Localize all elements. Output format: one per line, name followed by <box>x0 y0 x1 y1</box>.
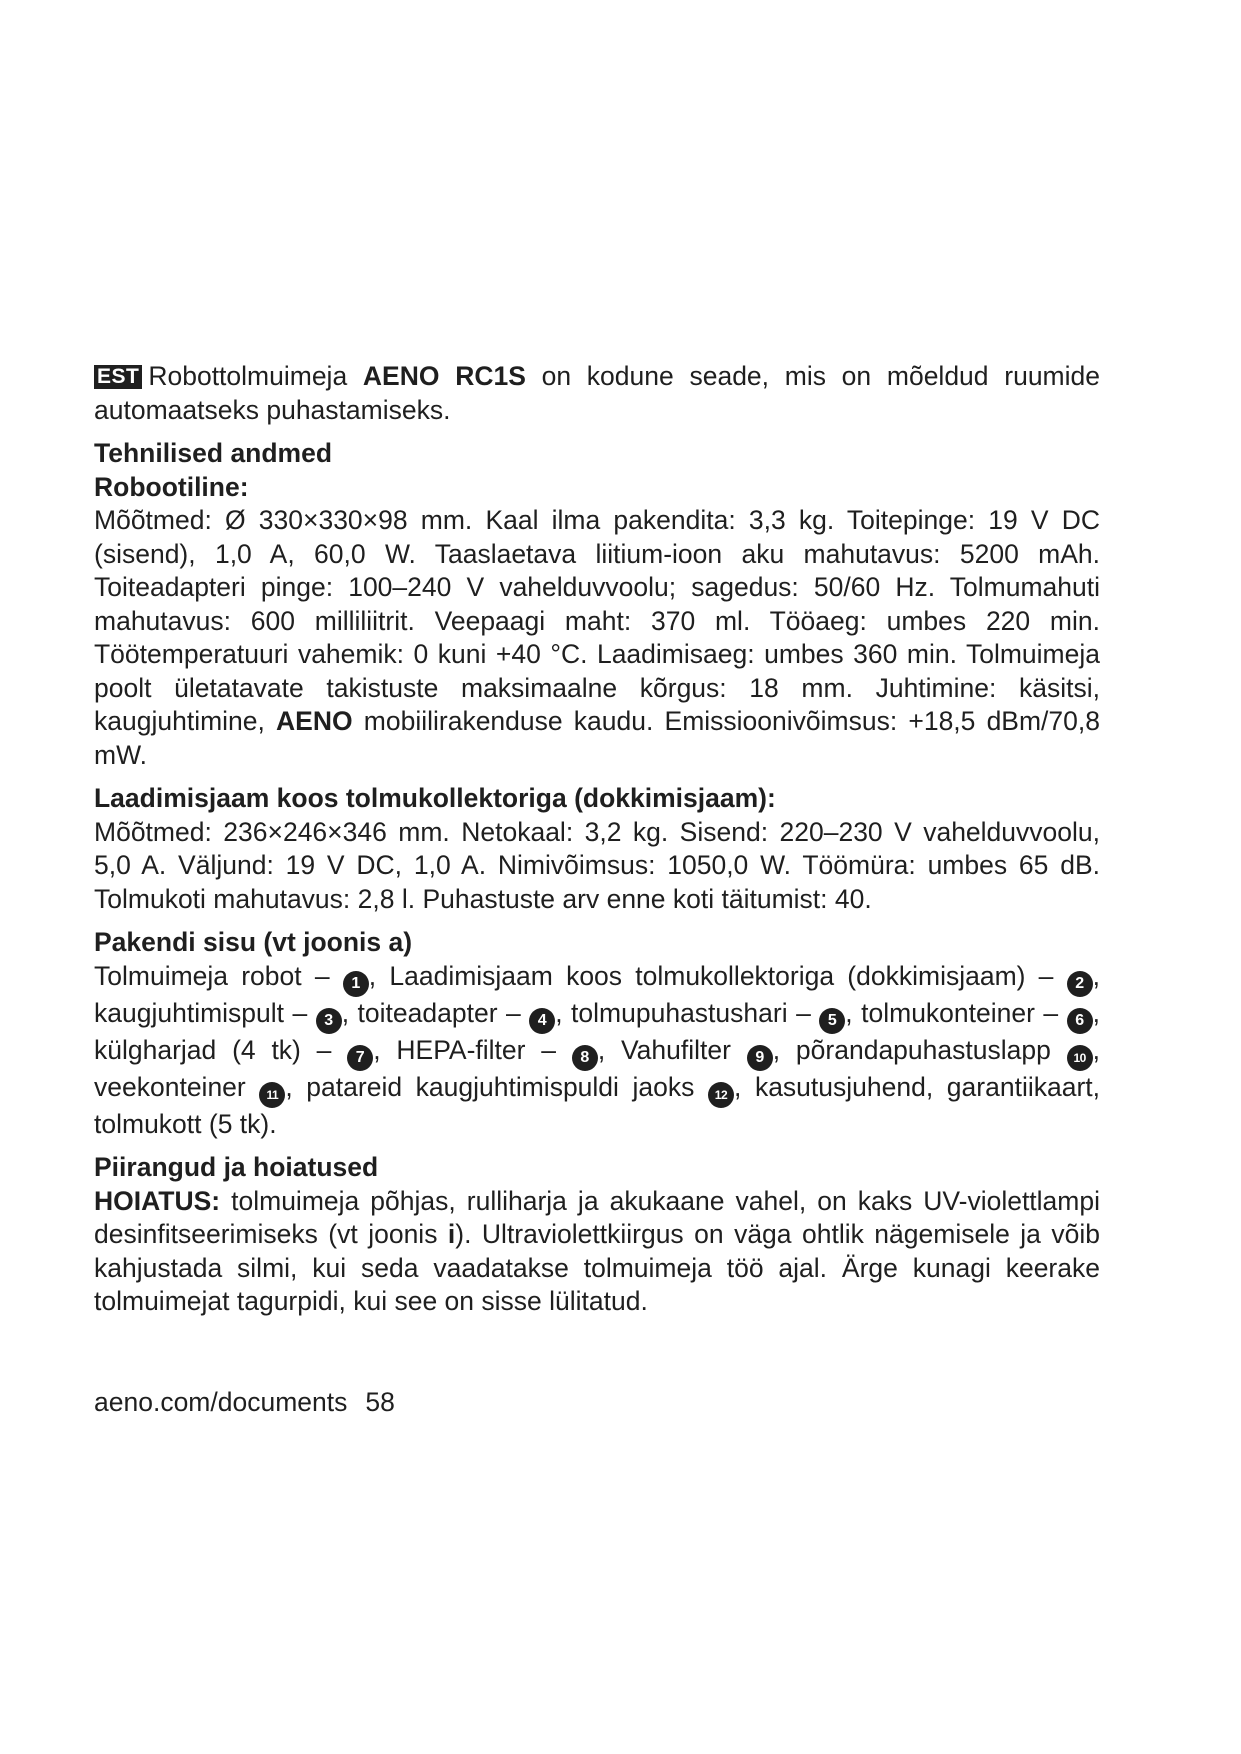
dock-subtitle: Laadimisjaam koos tolmukollektoriga (dokkimisjaam): <box>94 783 776 813</box>
model-name: AENO RC1S <box>362 361 526 391</box>
warning-label: HOIATUS: <box>94 1185 221 1216</box>
package-title: Pakendi sisu (vt joonis a) <box>94 927 413 957</box>
specs-title: Tehnilised andmed <box>94 438 333 468</box>
item-number-badge: 11 <box>259 1082 285 1108</box>
warnings-title: Piirangud ja hoiatused <box>94 1152 379 1182</box>
package-item-text: , Vahufilter <box>597 1034 747 1065</box>
item-number-badge: 4 <box>529 1008 555 1034</box>
item-number-badge: 5 <box>819 1008 845 1034</box>
item-number-badge: 12 <box>708 1082 734 1108</box>
item-number-badge: 7 <box>347 1045 373 1071</box>
robot-specs-text: Mõõtmed: Ø 330×330×98 mm. Kaal ilma pakendita: 3,3 kg. Toitepinge: 19 V DC (sisend), 1,0 A, 60,0 W. Taaslaetava liitium-ioon aku mahutavus: 5200 mAh. Toiteadapteri pinge: 100–240 V vahelduvvoolu; sagedus: 50/60 Hz. Tolmumahuti mahutavus: 600 milliliitrit. Veepaagi maht: 370 ml. Tööaeg: umbes 220 min. Töötemperatuuri vahemik: 0 kuni +40 °C. Laadimisaeg: umbes 360 min. Tolmuimeja poolt ületatavate takistuste maksimaalne kõrgus: 18 mm. Juhtimine: käsitsi, kaugjuhtimine, <box>94 505 1100 736</box>
intro-text-after: on kodune seade, mis on mõeldud ruumide automaatseks puhastamiseks. <box>94 361 1100 425</box>
intro-text-before: Robottolmuimeja <box>148 361 363 391</box>
package-tail-text: , kasutusjuhend, garantiikaart, tolmukott (5 tk). <box>94 1071 1100 1139</box>
package-item-text: , kaugjuhtimispult – <box>94 960 1101 1028</box>
warning-paragraph <box>94 1185 1100 1319</box>
documents-link[interactable]: aeno.com/documents <box>94 1387 348 1417</box>
item-number-badge: 6 <box>1067 1008 1093 1034</box>
robot-specs-text-after: mobiilirakenduse kaudu. Emissioonivõimsus: +18,5 dBm/70,8 mW. <box>94 706 1100 770</box>
item-number-badge: 9 <box>747 1045 773 1071</box>
intro-paragraph <box>94 360 1100 427</box>
page-footer <box>94 1386 395 1420</box>
package-contents-paragraph <box>94 960 1100 1142</box>
package-item-text: , Laadimisjaam koos tolmukollektoriga (dokkimisjaam) – <box>368 960 1067 991</box>
package-item-text: , HEPA-filter – <box>373 1034 572 1065</box>
package-item-text: , põrandapuhastuslapp <box>772 1034 1067 1065</box>
item-number-badge: 10 <box>1067 1045 1093 1071</box>
warning-text-before: tolmuimeja põhjas, rulliharja ja akukaane vahel, on kaks UV-violettlampi desinfitseerimiseks (vt joonis <box>94 1185 1100 1249</box>
package-item-text: Tolmuimeja robot – <box>94 960 343 991</box>
package-item-text: , tolmupuhastushari – <box>555 997 820 1028</box>
language-badge: EST <box>94 365 142 389</box>
item-number-badge: 8 <box>572 1045 598 1071</box>
page-number: 58 <box>365 1387 395 1417</box>
item-number-badge: 1 <box>343 971 369 997</box>
document-page <box>94 360 1100 1319</box>
robot-subtitle: Robootiline: <box>94 471 249 502</box>
package-item-text: , külgharjad (4 tk) – <box>94 997 1101 1065</box>
package-item-text: , tolmukonteiner – <box>845 997 1067 1028</box>
dock-specs-paragraph: Mõõtmed: 236×246×346 mm. Netokaal: 3,2 kg. Sisend: 220–230 V vahelduvvoolu, 5,0 A. Väljund: 19 V DC, 1,0 A. Nimivõimsus: 1050,0 W. Töömüra: umbes 65 dB. Tolmukoti mahutavus: 2,8 l. Puhastuste arv enne koti täitumist: 40. <box>94 816 1100 914</box>
item-number-badge: 3 <box>316 1008 342 1034</box>
brand-name: AENO <box>276 706 353 736</box>
robot-specs-paragraph <box>94 504 1100 772</box>
package-item-text: , patareid kaugjuhtimispuldi jaoks <box>285 1071 708 1102</box>
warning-text-after: ). Ultraviolettkiirgus on väga ohtlik nägemisele ja võib kahjustada silmi, kui seda vaadatakse tolmuimeja töö ajal. Ärge kunagi keerake tolmuimejat tagurpidi, kui see on sisse lülitatud. <box>94 1219 1100 1316</box>
item-number-badge: 2 <box>1067 971 1093 997</box>
package-item-text: , toiteadapter – <box>341 997 530 1028</box>
package-item-text: , veekonteiner <box>94 1034 1101 1102</box>
figure-reference: i <box>447 1219 456 1249</box>
